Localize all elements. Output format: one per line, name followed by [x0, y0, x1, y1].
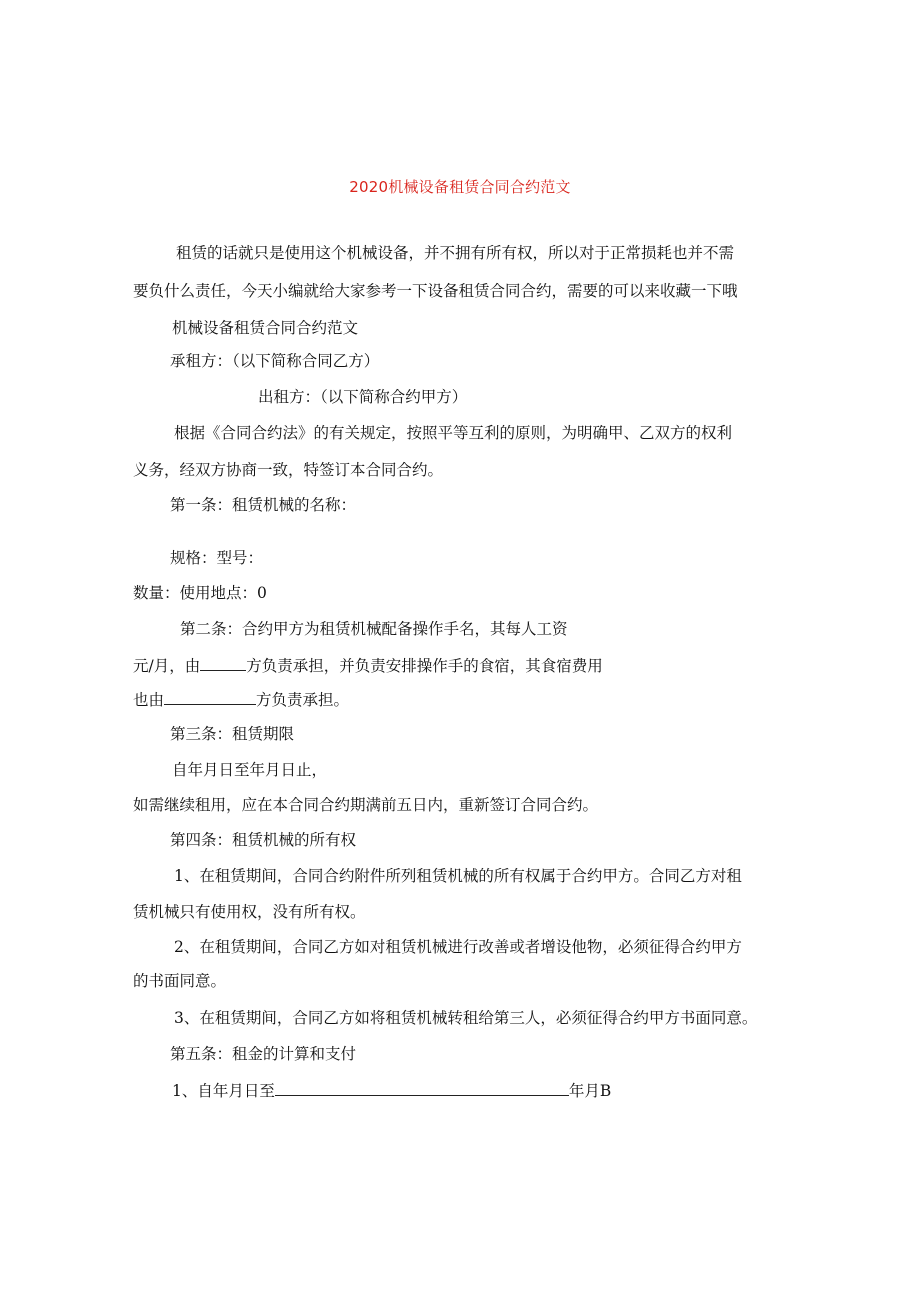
intro-line-2: 要负什么责任，今天小编就给大家参考一下设备租赁合同合约，需要的可以来收藏一下哦: [133, 282, 738, 300]
article-4-p3: 3、在租赁期间，合同乙方如将租赁机械转租给第三人，必须征得合约甲方书面同意。: [174, 1009, 758, 1027]
article-5-line-1: [172, 1080, 611, 1101]
article-1-heading: 第一条：租赁机械的名称：: [170, 496, 357, 514]
article-2-line-2: [133, 655, 603, 676]
basis-line-1: 根据《合同合约法》的有关规定，按照平等互利的原则，为明确甲、乙双方的权利: [174, 424, 733, 442]
article-3-line-2: 如需继续租用，应在本合同合约期满前五日内，重新签订合同合约。: [133, 796, 599, 814]
article-2-line-2-end: 方负责承担，并负责安排操作手的食宿，其食宿费用: [246, 657, 603, 675]
intro-line-1: 租赁的话就只是使用这个机械设备，并不拥有所有权，所以对于正常损耗也并不需: [176, 244, 735, 262]
article-3-heading: 第三条：租赁期限: [170, 725, 295, 743]
lessor-line: 出租方：（以下简称合约甲方）: [258, 388, 468, 406]
article-2-line-3-start: 也由: [133, 691, 165, 709]
article-4-p1-line-2: 赁机械只有使用权，没有所有权。: [133, 903, 366, 921]
article-5-heading: 第五条：租金的计算和支付: [170, 1045, 357, 1063]
article-4-p2-line-2: 的书面同意。: [133, 972, 227, 990]
article-1-quantity: 数量：使用地点：0: [133, 584, 267, 602]
lessee-line: 承租方：（以下简称合同乙方）: [170, 352, 380, 370]
blank-underline: [164, 689, 256, 705]
article-5-line-1-start: 1、自年月日至: [172, 1082, 275, 1100]
article-3-line-1: 自年月日至年月日止，: [172, 761, 328, 779]
article-5-line-1-end: 年月B: [568, 1082, 612, 1100]
article-2-line-3: [133, 689, 349, 710]
article-4-heading: 第四条：租赁机械的所有权: [170, 831, 357, 849]
article-2-line-2-start: 元/月，由: [133, 657, 201, 675]
blank-underline: [275, 1080, 569, 1096]
article-4-p2-line-1: 2、在租赁期间，合同乙方如对租赁机械进行改善或者增设他物，必须征得合约甲方: [174, 938, 742, 956]
subtitle: 机械设备租赁合同合约范文: [172, 319, 359, 337]
article-2-line-1: 第二条：合约甲方为租赁机械配备操作手名，其每人工资: [180, 620, 568, 638]
document-title: 2020机械设备租赁合同合约范文: [349, 178, 571, 196]
article-4-p1-line-1: 1、在租赁期间，合同合约附件所列租赁机械的所有权属于合约甲方。合同乙方对租: [174, 867, 742, 885]
article-2-line-3-end: 方负责承担。: [256, 691, 350, 709]
basis-line-2: 义务，经双方协商一致，特签订本合同合约。: [133, 461, 444, 479]
article-1-spec: 规格：型号：: [170, 549, 264, 567]
blank-underline: [200, 655, 246, 671]
